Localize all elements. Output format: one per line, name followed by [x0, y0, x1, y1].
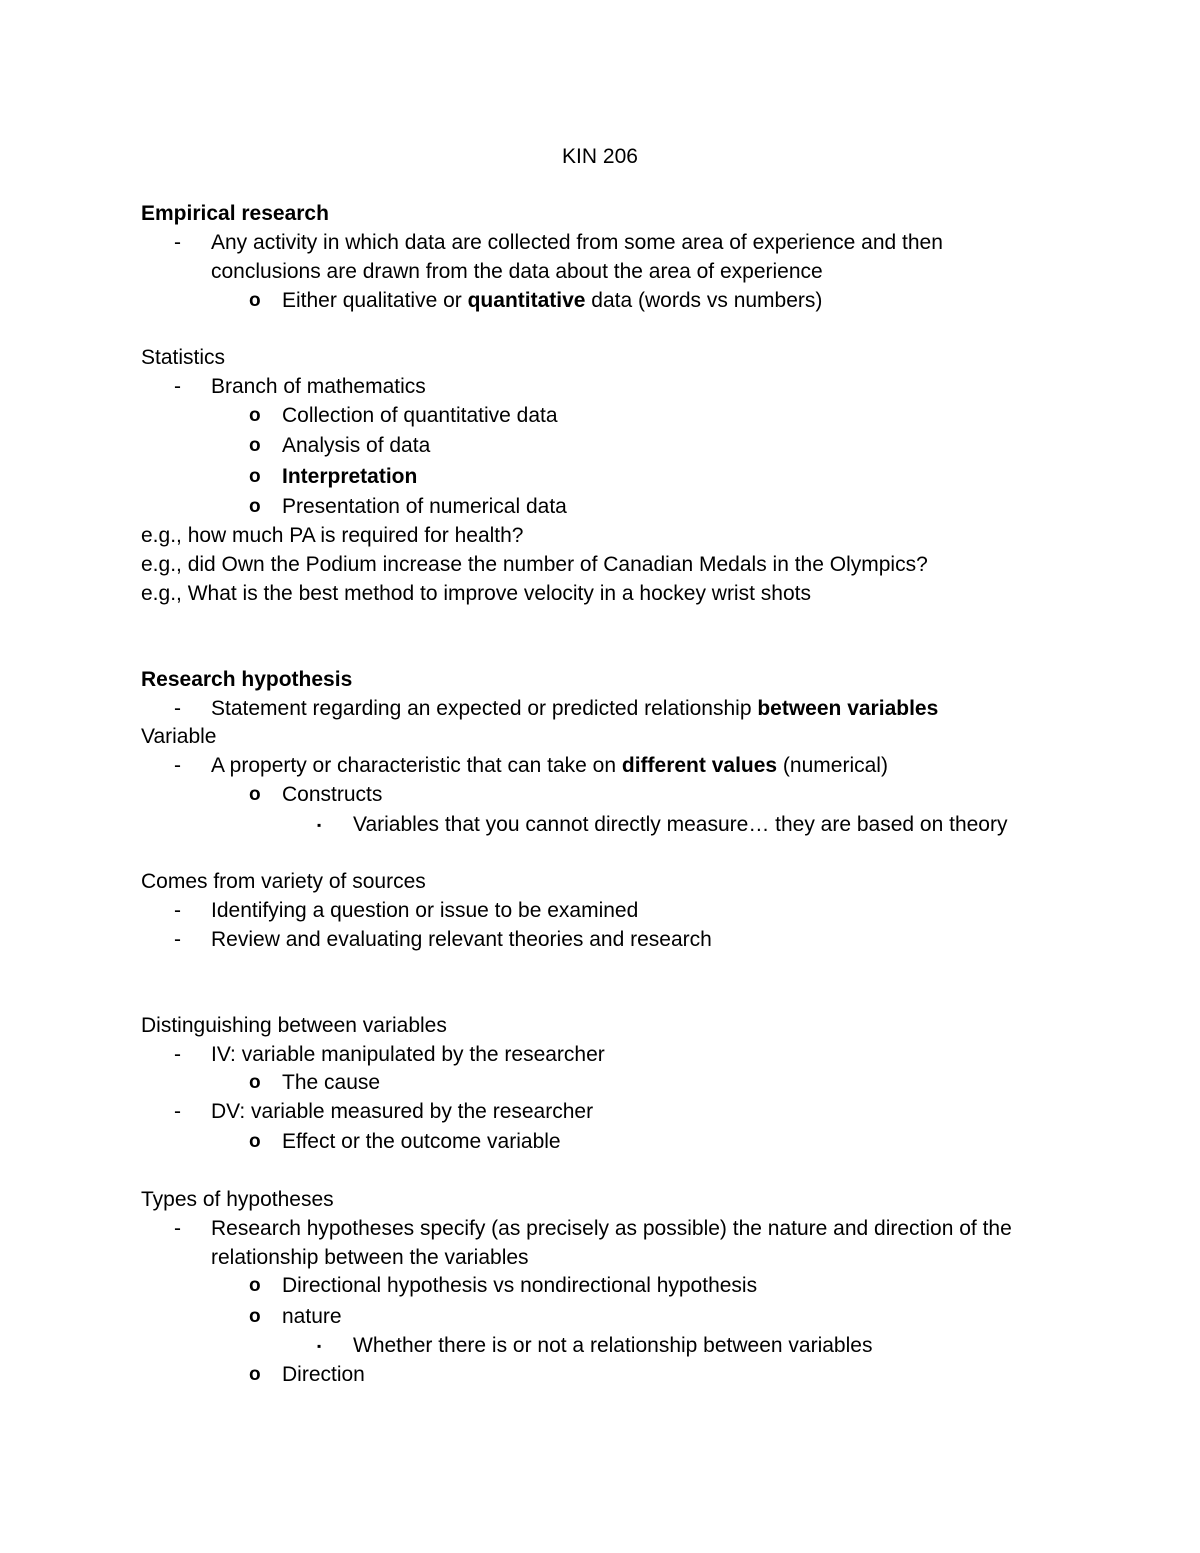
sub-list-item: Direction	[282, 1363, 365, 1386]
dash-bullet: -	[174, 754, 181, 777]
list-item-continued: conclusions are drawn from the data about the area of experience	[211, 260, 823, 283]
circle-bullet: o	[249, 290, 261, 311]
example-line: e.g., What is the best method to improve velocity in a hockey wrist shots	[141, 582, 811, 605]
list-item: DV: variable measured by the researcher	[211, 1100, 594, 1123]
list-item: Statement regarding an expected or predicted relationship between variables	[211, 697, 939, 720]
dash-bullet: -	[174, 1043, 181, 1066]
list-item: Branch of mathematics	[211, 375, 426, 398]
circle-bullet: o	[249, 496, 261, 517]
section-heading-statistics: Statistics	[141, 346, 226, 369]
sub-sub-list-item: Variables that you cannot directly measure… they are based on theory	[353, 813, 1008, 836]
dash-bullet: -	[174, 928, 181, 951]
page-title: KIN 206	[562, 145, 638, 168]
list-item: Research hypotheses specify (as precisely as possible) the nature and direction of the	[211, 1217, 1012, 1240]
sub-list-item: Interpretation	[282, 465, 418, 488]
dash-bullet: -	[174, 1100, 181, 1123]
circle-bullet: o	[249, 466, 261, 487]
circle-bullet: o	[249, 435, 261, 456]
sub-list-item: Effect or the outcome variable	[282, 1130, 561, 1153]
circle-bullet: o	[249, 405, 261, 426]
section-heading-empirical: Empirical research	[141, 202, 329, 225]
sub-list-item: Analysis of data	[282, 434, 431, 457]
section-heading-types: Types of hypotheses	[141, 1188, 334, 1211]
list-item: A property or characteristic that can take on different values (numerical)	[211, 754, 888, 777]
section-heading-distinguishing: Distinguishing between variables	[141, 1014, 447, 1037]
list-item-continued: relationship between the variables	[211, 1246, 529, 1269]
sub-list-item: The cause	[282, 1071, 381, 1094]
circle-bullet: o	[249, 1306, 261, 1327]
circle-bullet: o	[249, 1275, 261, 1296]
section-heading-variable: Variable	[141, 725, 217, 748]
circle-bullet: o	[249, 1131, 261, 1152]
sub-list-item: Either qualitative or quantitative data (words vs numbers)	[282, 289, 823, 312]
list-item: Review and evaluating relevant theories and research	[211, 928, 712, 951]
dash-bullet: -	[174, 899, 181, 922]
circle-bullet: o	[249, 1364, 261, 1385]
circle-bullet: o	[249, 1072, 261, 1093]
example-line: e.g., how much PA is required for health?	[141, 524, 524, 547]
section-heading-sources: Comes from variety of sources	[141, 870, 426, 893]
dash-bullet: -	[174, 231, 181, 254]
sub-list-item: Presentation of numerical data	[282, 495, 567, 518]
sub-list-item: nature	[282, 1305, 342, 1328]
sub-sub-list-item: Whether there is or not a relationship between variables	[353, 1334, 873, 1357]
dash-bullet: -	[174, 697, 181, 720]
square-bullet: ▪	[317, 818, 322, 832]
list-item: IV: variable manipulated by the researcher	[211, 1043, 605, 1066]
list-item: Any activity in which data are collected from some area of experience and then	[211, 231, 943, 254]
circle-bullet: o	[249, 784, 261, 805]
example-line: e.g., did Own the Podium increase the number of Canadian Medals in the Olympics?	[141, 553, 928, 576]
square-bullet: ▪	[317, 1339, 322, 1353]
sub-list-item: Collection of quantitative data	[282, 404, 558, 427]
sub-list-item: Constructs	[282, 783, 383, 806]
sub-list-item: Directional hypothesis vs nondirectional hypothesis	[282, 1274, 758, 1297]
section-heading-research-hypothesis: Research hypothesis	[141, 668, 353, 691]
dash-bullet: -	[174, 375, 181, 398]
list-item: Identifying a question or issue to be examined	[211, 899, 639, 922]
dash-bullet: -	[174, 1217, 181, 1240]
